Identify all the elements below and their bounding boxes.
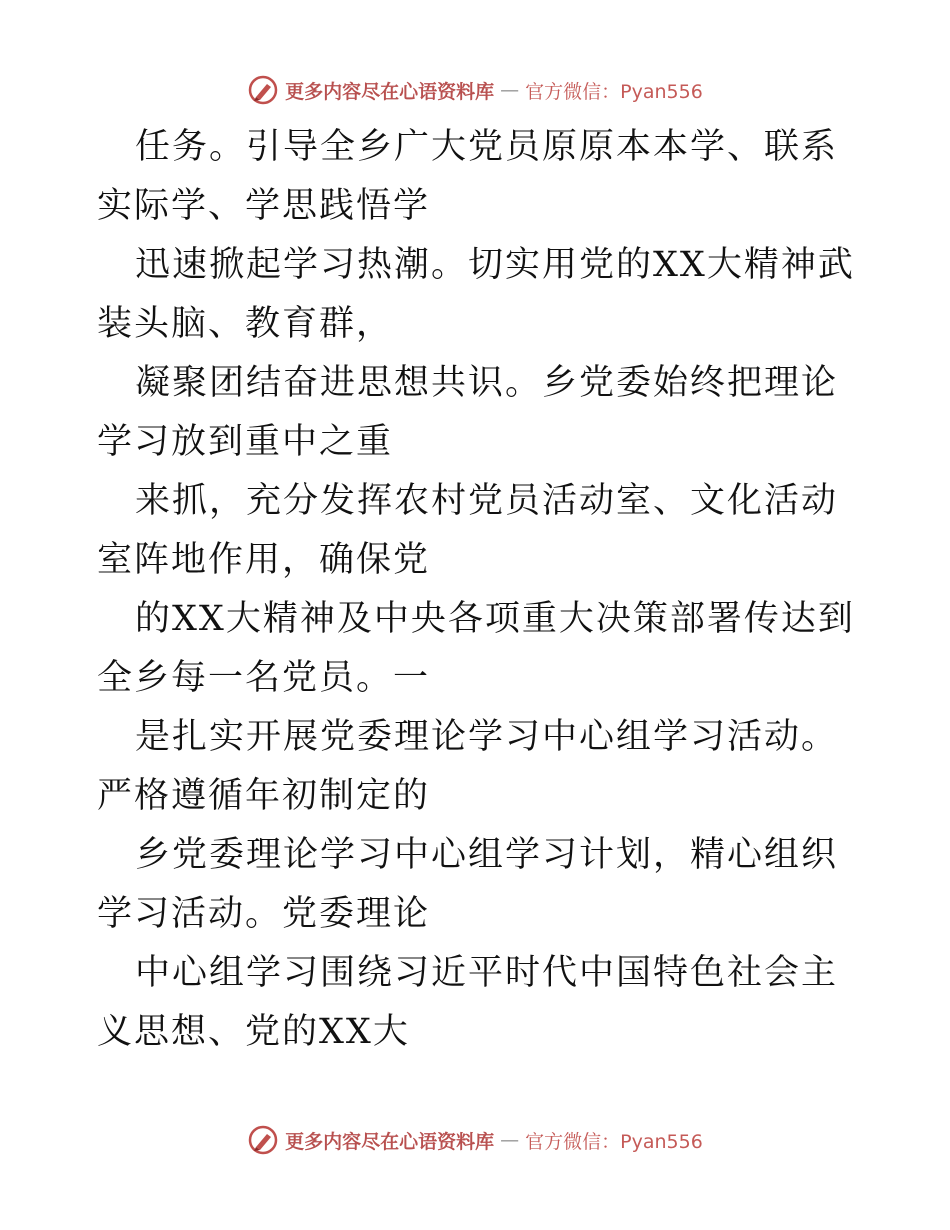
paragraph-6-line2: 遵循年初制定的 xyxy=(171,776,431,816)
header-wechat: 官方微信：Pyan556 xyxy=(525,80,703,103)
page-footer xyxy=(0,1120,950,1160)
footer-site-name: 更多内容尽在心语资料库 xyxy=(285,1130,495,1153)
paragraph-2-line2: 头脑、教育群， xyxy=(134,304,394,344)
paragraph-6 xyxy=(97,708,857,826)
paragraph-3-line1: 凝聚团结奋进思想共识。乡党委始终把理论学习 xyxy=(97,363,839,462)
paragraph-7-line1: 乡党委理论学习中心组学习计划，精心组织学习 xyxy=(97,835,839,934)
footer-separator: — xyxy=(500,1129,520,1151)
paragraph-5-line2: 乡每一名党员。一 xyxy=(134,658,431,698)
paragraph-3-line2: 放到重中之重 xyxy=(171,422,394,462)
paragraph-1 xyxy=(97,118,857,236)
paragraph-1-line2: 学、学思践悟学 xyxy=(171,186,431,226)
paragraph-4-line2: 地作用，确保党 xyxy=(171,540,431,580)
pen-logo-icon xyxy=(247,74,279,106)
page-header xyxy=(0,70,950,110)
paragraph-2-line1: 迅速掀起学习热潮。切实用党的XX大精神武装 xyxy=(97,245,855,344)
header-site-name: 更多内容尽在心语资料库 xyxy=(285,80,495,103)
paragraph-7 xyxy=(97,826,857,944)
paragraph-5 xyxy=(97,590,857,708)
paragraph-1-line1: 任务。引导全乡广大党员原原本本学、联系实际 xyxy=(97,127,839,226)
paragraph-4 xyxy=(97,472,857,590)
paragraph-8-line2: 想、党的XX大 xyxy=(171,1012,410,1052)
paragraph-7-line2: 活动。党委理论 xyxy=(171,894,431,934)
paragraph-8-line1: 中心组学习围绕习近平时代中国特色社会主义思 xyxy=(97,953,839,1052)
header-separator: — xyxy=(500,79,520,101)
document-body xyxy=(97,118,857,1062)
paragraph-4-line1: 来抓，充分发挥农村党员活动室、文化活动室阵 xyxy=(97,481,839,580)
paragraph-5-line1: 的XX大精神及中央各项重大决策部署传达到全 xyxy=(97,599,855,698)
footer-wechat: 官方微信：Pyan556 xyxy=(525,1130,703,1153)
paragraph-3 xyxy=(97,354,857,472)
paragraph-8 xyxy=(97,944,857,1062)
header-brand[interactable] xyxy=(247,74,703,106)
paragraph-2 xyxy=(97,236,857,354)
pen-logo-icon xyxy=(247,1124,279,1156)
footer-brand[interactable] xyxy=(247,1124,703,1156)
paragraph-6-line1: 是扎实开展党委理论学习中心组学习活动。严格 xyxy=(97,717,839,816)
